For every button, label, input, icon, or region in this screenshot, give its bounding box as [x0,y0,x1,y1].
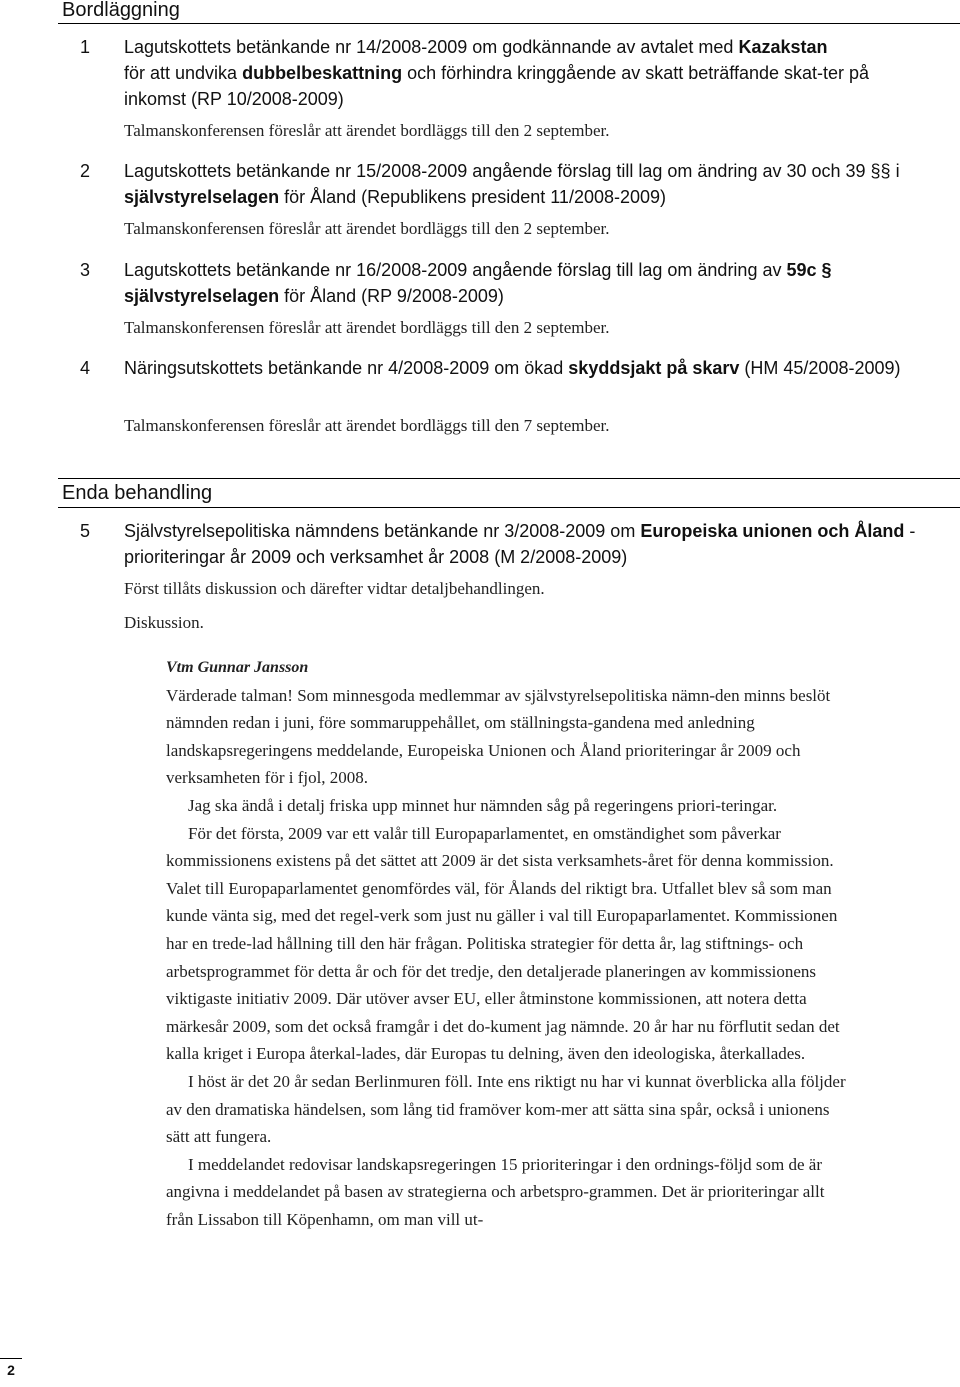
section-heading-enda-behandling: Enda behandling [58,478,960,508]
item-number: 4 [80,358,91,378]
speaker-name: Vtm Gunnar Jansson [166,659,309,676]
item-title: Lagutskottets betänkande nr 16/2008-2009 angående förslag till lag om ändring av 59c § självstyrelselagen för Åland (RP 9/2008-2009) [124,260,832,306]
item-number: 1 [80,37,91,57]
page-number: 2 [0,1358,22,1387]
speech-paragraph: I meddelandet redovisar landskapsregeringen 15 prioriteringar i den ordnings-följd som de är angivna i meddelandet på basen av strategierna och arbetspro-grammen. Det är prioriteringar allt från Lissabon till Köpenhamn, om man vill ut- [166,1154,825,1229]
item-title: Självstyrelsepolitiska nämndens betänkande nr 3/2008-2009 om Europeiska unionen och Åland - prioriteringar år 2009 och verksamhet år 2008 (M 2/2008-2009) [124,521,916,567]
item-note: Talmanskonferensen föreslår att ärendet bordläggs till den 2 september. [124,219,610,238]
speech-paragraph: I höst är det 20 år sedan Berlinmuren föll. Inte ens riktigt nu har vi kunnat överblicka alla följder av den dramatiska händelsen, som lång tid framöver kom-mer att sätta sina spår, också i unionens sätt att fungera. [166,1071,846,1147]
item-note: Talmanskonferensen föreslår att ärendet bordläggs till den 7 september. [124,416,610,435]
item-title: Lagutskottets betänkande nr 14/2008-2009 om godkännande av avtalet med Kazakstan för att undvika dubbelbeskattning och förhindra kringgående av skatt beträffande skat-ter på inkomst (RP 10/2008-2009) [124,37,870,109]
item-note-procedure: Först tillåts diskussion och därefter vidtar detaljbehandlingen. [124,579,545,598]
speech-paragraph: För det första, 2009 var ett valår till Europaparlamentet, en omständighet som påverkar kommissionens existens på det sättet att 2009 är det sista verksamhets-året för denna kommission. Valet till Europaparlamentet genomfördes väl, för Ålands del riktigt bra. Utfallet blev så som man kunde vänta sig, med det regel-verk som just nu gäller i val till Europaparlamentet. Kommissionen har en trede-lad hållning till den här frågan. Politiska strategier för detta år, lag stiftnings- och arbetsprogrammet för detta år och för det tredje, den detaljerade planeringen av kommissionens viktigaste initiativ 2009. Där utöver avser EU, eller åtminstone kommissionen, att notera detta märkesår 2009, som det också framgår i det do-kument jag nämnde. 20 år har nu förflutit sedan det kalla kriget i Europa återkal-lades, där Europas tu delning, även den ideologiska, återkallades. [166,823,840,1064]
item-number: 5 [80,521,91,541]
speech-paragraph: Värderade talman! Som minnesgoda medlemmar av självstyrelsepolitiska nämn-den minns beslöt nämnden redan i juni, före sommaruppehållet, om ställningsta-gandena med anledning landskapsregeringens meddelande, Europeiska Unionen och Åland prioriteringar år 2009 och verksamheten för i fjol, 2008. [166,685,831,788]
item-title: Lagutskottets betänkande nr 15/2008-2009 angående förslag till lag om ändring av 30 och 39 §§ i självstyrelselagen för Åland (Republikens president 11/2008-2009) [124,161,900,207]
speech-paragraph: Jag ska ändå i detalj friska upp minnet hur nämnden såg på regeringens priori-teringar. [188,795,778,815]
item-number: 3 [80,260,91,280]
item-note: Talmanskonferensen föreslår att ärendet bordläggs till den 2 september. [124,121,610,140]
item-title: Näringsutskottets betänkande nr 4/2008-2009 om ökad skyddsjakt på skarv (HM 45/2008-2009) [124,358,901,378]
section-heading-bordlaggning: Bordläggning [58,0,960,24]
item-note-discussion: Diskussion. [124,613,204,632]
item-number: 2 [80,161,91,181]
speech-block [166,654,846,1233]
item-note: Talmanskonferensen föreslår att ärendet bordläggs till den 2 september. [124,318,610,337]
